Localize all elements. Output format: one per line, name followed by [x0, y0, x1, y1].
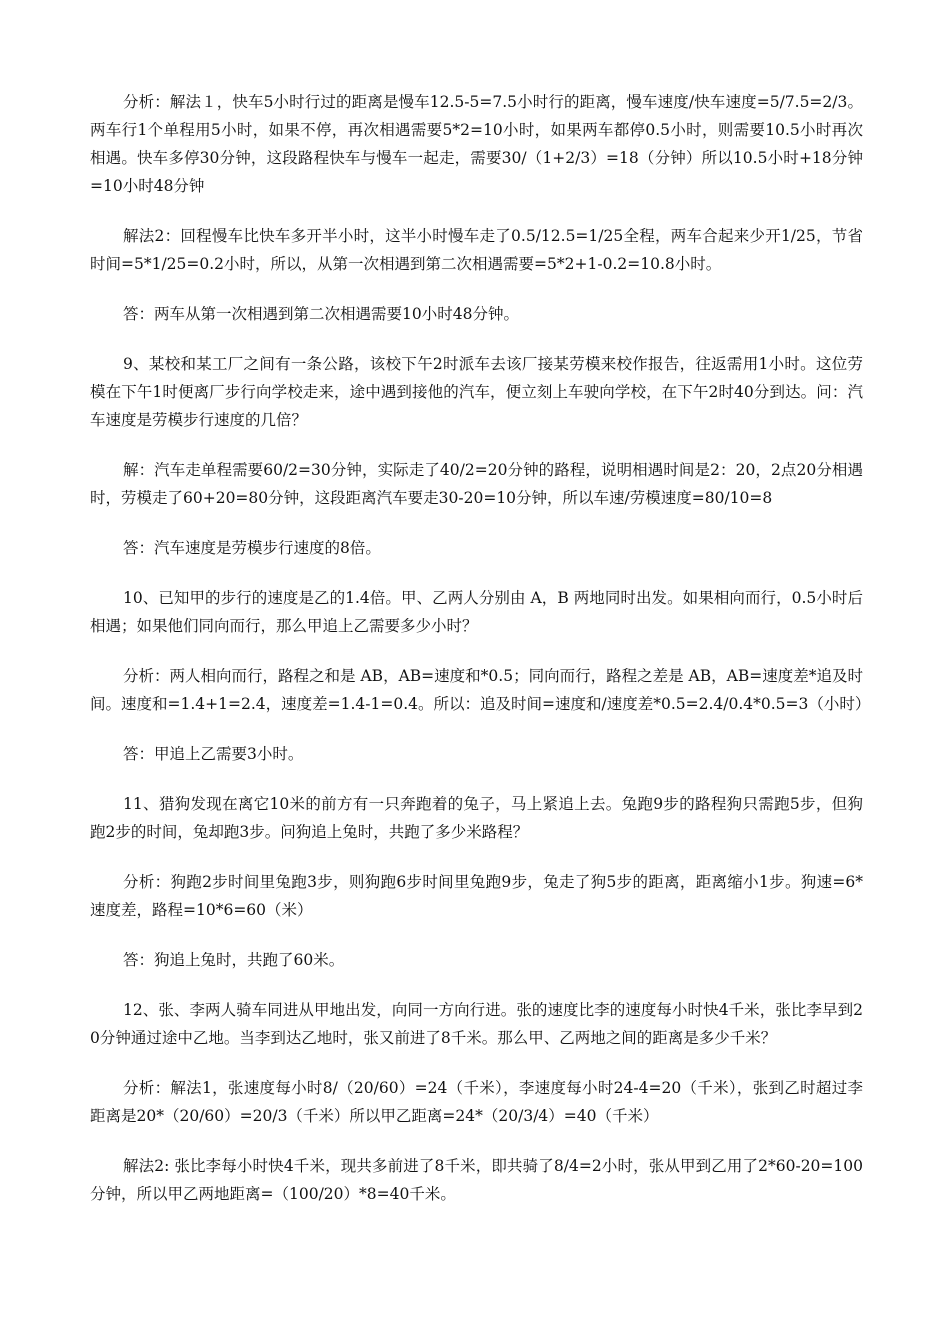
solution-q9: 解：汽车走单程需要60/2=30分钟，实际走了40/2=20分钟的路程，说明相遇时间是2：20，2点20分相遇时，劳模走了60+20=80分钟，这段距离汽车要走30-20=10分钟，所以车速/劳模速度=80/10=8	[90, 461, 863, 507]
analysis-q8-method1: 分析：解法１，快车5小时行过的距离是慢车12.5-5=7.5小时行的距离，慢车速度/快车速度=5/7.5=2/3。两车行1个单程用5小时，如果不停，再次相遇需要5*2=10小时，如果两车都停0.5小时，则需要10.5小时再次相遇。快车多停30分钟，这段路程快车与慢车一起走，需要30/（1+2/3）=18（分钟）所以10.5小时+18分钟=10小时48分钟	[90, 93, 863, 195]
question-10: 10、已知甲的步行的速度是乙的1.4倍。甲、乙两人分别由 A，B 两地同时出发。如果相向而行，0.5小时后相遇；如果他们同向而行，那么甲追上乙需要多少小时？	[90, 589, 863, 635]
analysis-q12-method2: 解法2: 张比李每小时快4千米，现共多前进了8千米，即共骑了8/4=2小时，张从甲到乙用了2*60-20=100分钟，所以甲乙两地距离=（100/20）*8=40千米。	[90, 1157, 863, 1203]
analysis-q12-method1: 分析：解法1，张速度每小时8/（20/60）=24（千米），李速度每小时24-4=20（千米），张到乙时超过李距离是20*（20/60）=20/3（千米）所以甲乙距离=24*（20/3/4）=40（千米）	[90, 1079, 863, 1125]
document-page	[90, 88, 871, 1208]
answer-q9: 答：汽车速度是劳模步行速度的8倍。	[123, 539, 381, 557]
answer-q8: 答：两车从第一次相遇到第二次相遇需要10小时48分钟。	[123, 305, 519, 323]
question-11: 11、猎狗发现在离它10米的前方有一只奔跑着的兔子，马上紧追上去。兔跑9步的路程狗只需跑5步，但狗跑2步的时间，兔却跑3步。问狗追上兔时，共跑了多少米路程？	[90, 795, 863, 841]
analysis-q10: 分析：两人相向而行，路程之和是 AB，AB=速度和*0.5；同向而行，路程之差是 AB，AB=速度差*追及时间。速度和=1.4+1=2.4，速度差=1.4-1=0.4。所以：追及时间=速度和/速度差*0.5=2.4/0.4*0.5=3（小时）	[90, 667, 871, 713]
question-12: 12、张、李两人骑车同进从甲地出发，向同一方向行进。张的速度比李的速度每小时快4千米，张比李早到20分钟通过途中乙地。当李到达乙地时，张又前进了8千米。那么甲、乙两地之间的距离是多少千米？	[90, 1001, 863, 1047]
answer-q11: 答：狗追上兔时，共跑了60米。	[123, 951, 345, 969]
analysis-q8-method2: 解法2：回程慢车比快车多开半小时，这半小时慢车走了0.5/12.5=1/25全程，两车合起来少开1/25，节省时间=5*1/25=0.2小时，所以，从第一次相遇到第二次相遇需要=5*2+1-0.2=10.8小时。	[90, 227, 863, 273]
analysis-q11: 分析：狗跑2步时间里兔跑3步，则狗跑6步时间里兔跑9步，兔走了狗5步的距离，距离缩小1步。狗速=6*速度差，路程=10*6=60（米）	[90, 873, 863, 919]
answer-q10: 答：甲追上乙需要3小时。	[123, 745, 304, 763]
question-9: 9、某校和某工厂之间有一条公路，该校下午2时派车去该厂接某劳模来校作报告，往返需用1小时。这位劳模在下午1时便离厂步行向学校走来，途中遇到接他的汽车，便立刻上车驶向学校，在下午2时40分到达。问：汽车速度是劳模步行速度的几倍？	[90, 355, 863, 429]
